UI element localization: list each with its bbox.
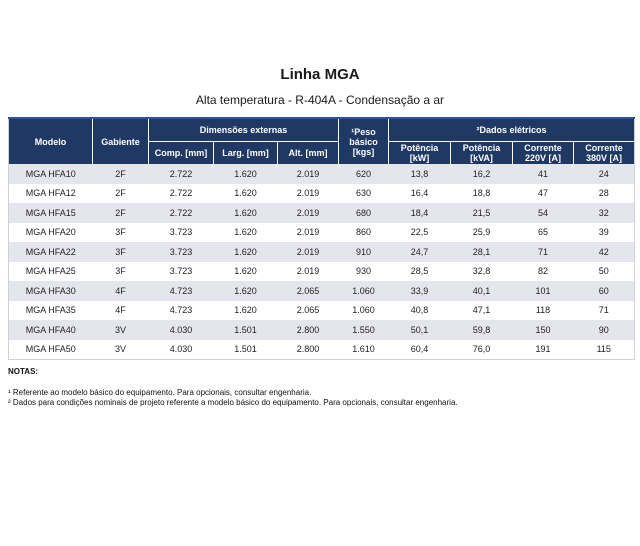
cell-potencia-kw: 40,8 bbox=[389, 301, 451, 321]
cell-larg: 1.501 bbox=[214, 320, 278, 340]
cell-comp: 2.722 bbox=[149, 184, 214, 204]
header-row-groups bbox=[9, 118, 635, 141]
cell-comp: 4.723 bbox=[149, 281, 214, 301]
col-group-dimensoes-externas: Dimensões externas bbox=[149, 118, 339, 141]
cell-potencia-kw: 13,8 bbox=[389, 164, 451, 184]
cell-potencia-kw: 28,5 bbox=[389, 262, 451, 282]
col-header-potencia-kw: Potência [kW] bbox=[389, 141, 451, 164]
cell-potencia-kw: 50,1 bbox=[389, 320, 451, 340]
cell-comp: 4.030 bbox=[149, 340, 214, 360]
cell-potencia-kw: 60,4 bbox=[389, 340, 451, 360]
cell-corrente-380v: 39 bbox=[574, 223, 635, 243]
cell-potencia-kva: 32,8 bbox=[451, 262, 513, 282]
cell-gabiente: 2F bbox=[93, 164, 149, 184]
cell-peso: 630 bbox=[339, 184, 389, 204]
cell-larg: 1.620 bbox=[214, 281, 278, 301]
cell-potencia-kva: 18,8 bbox=[451, 184, 513, 204]
col-header-potencia-kva: Potência [kVA] bbox=[451, 141, 513, 164]
cell-modelo: MGA HFA12 bbox=[9, 184, 93, 204]
cell-larg: 1.620 bbox=[214, 164, 278, 184]
cell-corrente-220v: 47 bbox=[513, 184, 574, 204]
col-header-corrente-380v: Corrente 380V [A] bbox=[574, 141, 635, 164]
cell-peso: 1.610 bbox=[339, 340, 389, 360]
table-row bbox=[9, 340, 635, 360]
cell-corrente-220v: 118 bbox=[513, 301, 574, 321]
cell-potencia-kva: 76,0 bbox=[451, 340, 513, 360]
cell-peso: 860 bbox=[339, 223, 389, 243]
cell-gabiente: 3V bbox=[93, 320, 149, 340]
table-row bbox=[9, 301, 635, 321]
cell-modelo: MGA HFA22 bbox=[9, 242, 93, 262]
cell-alt: 2.065 bbox=[278, 281, 339, 301]
note-2: ² Dados para condições nominais de projeto referente a modelo básico do equipamento. Para opcionais, consultar engenharia. bbox=[8, 398, 458, 407]
cell-comp: 2.722 bbox=[149, 203, 214, 223]
cell-corrente-220v: 71 bbox=[513, 242, 574, 262]
cell-corrente-220v: 150 bbox=[513, 320, 574, 340]
cell-modelo: MGA HFA50 bbox=[9, 340, 93, 360]
table-body bbox=[9, 164, 635, 360]
cell-potencia-kva: 21,5 bbox=[451, 203, 513, 223]
cell-potencia-kva: 25,9 bbox=[451, 223, 513, 243]
cell-gabiente: 4F bbox=[93, 301, 149, 321]
cell-peso: 1.060 bbox=[339, 301, 389, 321]
col-header-corrente-220v: Corrente 220V [A] bbox=[513, 141, 574, 164]
cell-comp: 4.030 bbox=[149, 320, 214, 340]
cell-gabiente: 3F bbox=[93, 223, 149, 243]
cell-corrente-380v: 60 bbox=[574, 281, 635, 301]
col-group-dados-eletricos: ²Dados elétricos bbox=[389, 118, 635, 141]
col-header-peso-basico: ¹Peso básico [kgs] bbox=[339, 118, 389, 164]
cell-gabiente: 2F bbox=[93, 203, 149, 223]
cell-corrente-220v: 65 bbox=[513, 223, 574, 243]
cell-potencia-kva: 59,8 bbox=[451, 320, 513, 340]
notes-heading: NOTAS: bbox=[8, 367, 39, 376]
cell-corrente-380v: 32 bbox=[574, 203, 635, 223]
cell-corrente-380v: 90 bbox=[574, 320, 635, 340]
cell-alt: 2.019 bbox=[278, 262, 339, 282]
cell-corrente-220v: 191 bbox=[513, 340, 574, 360]
cell-potencia-kw: 16,4 bbox=[389, 184, 451, 204]
table-row bbox=[9, 203, 635, 223]
cell-comp: 3.723 bbox=[149, 262, 214, 282]
cell-gabiente: 3V bbox=[93, 340, 149, 360]
cell-comp: 4.723 bbox=[149, 301, 214, 321]
cell-peso: 620 bbox=[339, 164, 389, 184]
table-row bbox=[9, 223, 635, 243]
cell-peso: 1.060 bbox=[339, 281, 389, 301]
cell-modelo: MGA HFA10 bbox=[9, 164, 93, 184]
cell-potencia-kw: 22,5 bbox=[389, 223, 451, 243]
cell-potencia-kva: 16,2 bbox=[451, 164, 513, 184]
cell-potencia-kw: 24,7 bbox=[389, 242, 451, 262]
cell-corrente-220v: 41 bbox=[513, 164, 574, 184]
cell-peso: 930 bbox=[339, 262, 389, 282]
cell-corrente-380v: 71 bbox=[574, 301, 635, 321]
spec-table bbox=[8, 117, 635, 360]
cell-alt: 2.019 bbox=[278, 223, 339, 243]
cell-corrente-380v: 24 bbox=[574, 164, 635, 184]
cell-alt: 2.065 bbox=[278, 301, 339, 321]
col-header-alt: Alt. [mm] bbox=[278, 141, 339, 164]
col-header-modelo: Modelo bbox=[9, 118, 93, 164]
cell-corrente-220v: 101 bbox=[513, 281, 574, 301]
table-row bbox=[9, 184, 635, 204]
cell-peso: 680 bbox=[339, 203, 389, 223]
cell-modelo: MGA HFA35 bbox=[9, 301, 93, 321]
cell-corrente-380v: 28 bbox=[574, 184, 635, 204]
cell-modelo: MGA HFA15 bbox=[9, 203, 93, 223]
cell-modelo: MGA HFA40 bbox=[9, 320, 93, 340]
cell-alt: 2.019 bbox=[278, 203, 339, 223]
cell-peso: 910 bbox=[339, 242, 389, 262]
cell-corrente-380v: 50 bbox=[574, 262, 635, 282]
cell-modelo: MGA HFA20 bbox=[9, 223, 93, 243]
cell-larg: 1.620 bbox=[214, 262, 278, 282]
cell-alt: 2.019 bbox=[278, 184, 339, 204]
cell-modelo: MGA HFA30 bbox=[9, 281, 93, 301]
page-subtitle: Alta temperatura - R-404A - Condensação a ar bbox=[195, 93, 445, 107]
cell-comp: 3.723 bbox=[149, 242, 214, 262]
table-row bbox=[9, 320, 635, 340]
col-header-comp: Comp. [mm] bbox=[149, 141, 214, 164]
cell-alt: 2.019 bbox=[278, 242, 339, 262]
cell-alt: 2.019 bbox=[278, 164, 339, 184]
cell-alt: 2.800 bbox=[278, 320, 339, 340]
cell-potencia-kw: 18,4 bbox=[389, 203, 451, 223]
cell-comp: 3.723 bbox=[149, 223, 214, 243]
page bbox=[0, 66, 640, 408]
cell-gabiente: 2F bbox=[93, 184, 149, 204]
cell-comp: 2.722 bbox=[149, 164, 214, 184]
cell-corrente-220v: 54 bbox=[513, 203, 574, 223]
table-row bbox=[9, 242, 635, 262]
cell-potencia-kva: 40,1 bbox=[451, 281, 513, 301]
cell-potencia-kva: 28,1 bbox=[451, 242, 513, 262]
cell-corrente-380v: 115 bbox=[574, 340, 635, 360]
cell-larg: 1.620 bbox=[214, 242, 278, 262]
cell-potencia-kw: 33,9 bbox=[389, 281, 451, 301]
cell-larg: 1.501 bbox=[214, 340, 278, 360]
page-title: Linha MGA bbox=[280, 66, 360, 83]
table-header bbox=[9, 118, 635, 164]
cell-larg: 1.620 bbox=[214, 203, 278, 223]
col-header-larg: Larg. [mm] bbox=[214, 141, 278, 164]
cell-gabiente: 4F bbox=[93, 281, 149, 301]
cell-larg: 1.620 bbox=[214, 223, 278, 243]
table-row bbox=[9, 281, 635, 301]
cell-modelo: MGA HFA25 bbox=[9, 262, 93, 282]
cell-larg: 1.620 bbox=[214, 301, 278, 321]
cell-larg: 1.620 bbox=[214, 184, 278, 204]
cell-peso: 1.550 bbox=[339, 320, 389, 340]
cell-gabiente: 3F bbox=[93, 262, 149, 282]
cell-potencia-kva: 47,1 bbox=[451, 301, 513, 321]
note-1: ¹ Referente ao modelo básico do equipamento. Para opcionais, consultar engenharia. bbox=[8, 388, 312, 397]
table-row bbox=[9, 262, 635, 282]
col-header-gabiente: Gabiente bbox=[93, 118, 149, 164]
cell-alt: 2.800 bbox=[278, 340, 339, 360]
cell-corrente-380v: 42 bbox=[574, 242, 635, 262]
table-row bbox=[9, 164, 635, 184]
cell-corrente-220v: 82 bbox=[513, 262, 574, 282]
cell-gabiente: 3F bbox=[93, 242, 149, 262]
